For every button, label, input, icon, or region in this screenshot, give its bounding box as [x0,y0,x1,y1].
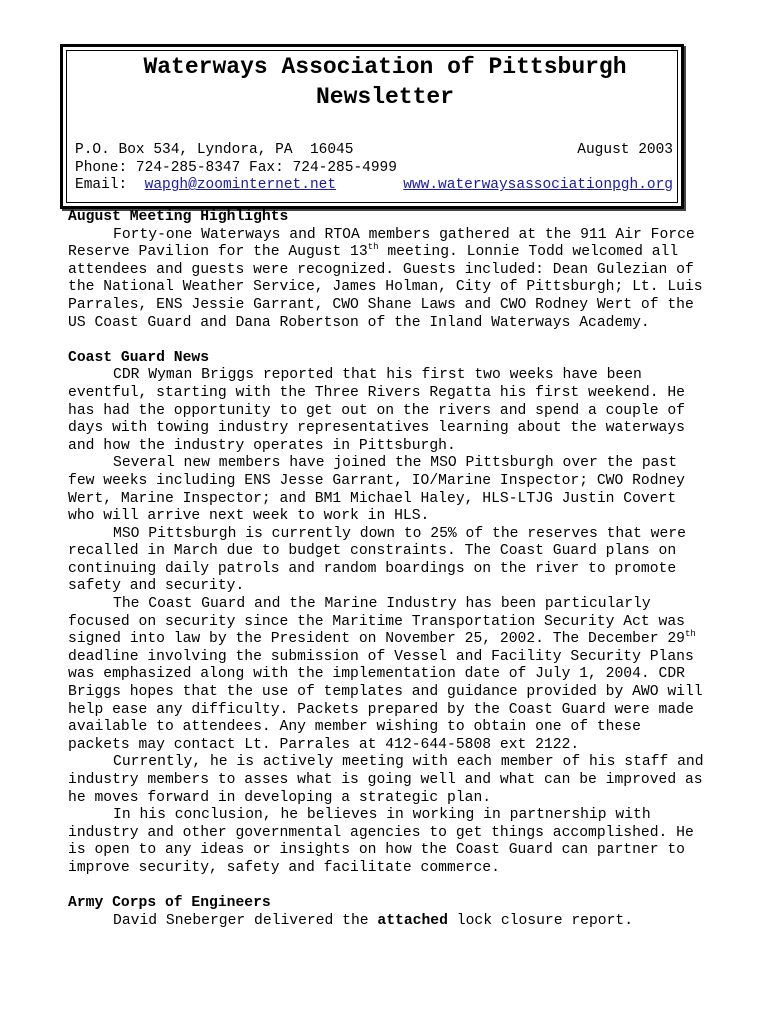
section-august-meeting [68,209,708,332]
section-coast-guard [68,350,708,878]
paragraph: David Sneberger delivered the attached lock closure report. [113,912,634,929]
paragraph: MSO Pittsburgh is currently down to 25% of the reserves that were recalled in March due to budget constraints. The Coast Guard plans on continuing daily patrols and random boardings on the river to promote safety and security. [68,525,686,595]
title-line-2: Newsletter [315,84,455,110]
paragraph: CDR Wyman Briggs reported that his first two weeks have been eventful, starting with the Three Rivers Regatta his first weekend. He has had the opportunity to get out on the rivers and spend a couple of days with towing industry representatives learning about the waterways and how the industry operates in Pittsburgh. [68,367,685,454]
email-label: Email: [75,177,128,194]
paragraph: Currently, he is actively meeting with each member of his staff and industry members to asses what is going well and what can be improved as he moves forward in developing a strategic plan. [68,754,704,806]
attached-link-text: attached [377,912,448,929]
paragraph: The Coast Guard and the Marine Industry has been particularly focused on security since the Maritime Transportation Security Act was signed into law by the President on November 25, 2002. The December 29th deadline involving the submission of Vessel and Facility Security Plans was emphasized along with the implementation date of July 1, 2004. CDR Briggs hopes that the use of templates and guidance provided by AWO will help ease any difficulty. Packets prepared by the Coast Guard were made available to attendees. Any member wishing to obtain one of these packets may contact Lt. Parrales at 412-644-5808 ext 2122. [68,596,703,753]
title-line-1: Waterways Association of Pittsburgh [143,54,627,80]
section-army-corps [68,895,708,930]
section-heading: Coast Guard News [68,349,210,366]
issue-date: August 2003 [577,142,673,158]
newsletter-body [68,209,708,948]
website-link[interactable]: www.waterwaysassociationpgh.org [403,177,673,194]
mailing-address: P.O. Box 534, Lyndora, PA 16045 [75,142,354,158]
paragraph: Several new members have joined the MSO Pittsburgh over the past few weeks including ENS Jesse Garrant, IO/Marine Inspector; CWO Rodney Wert, Marine Inspector; and BM1 Michael Haley, HLS-LTJG Justin Covert who will arrive next week to work in HLS. [68,455,685,525]
contact-block [75,142,673,195]
section-heading: Army Corps of Engineers [68,895,271,912]
email-link[interactable]: wapgh@zoominternet.net [144,177,337,194]
newsletter-title [0,52,770,112]
phone-fax: Phone: 724-285-8347 Fax: 724-285-4999 [75,159,397,176]
paragraph: In his conclusion, he believes in working in partnership with industry and other governmental agencies to get things accomplished. He is open to any ideas or insights on how the Coast Guard can partner to improve security, safety and facilitate commerce. [68,807,694,876]
section-heading: August Meeting Highlights [68,209,289,225]
paragraph: Forty-one Waterways and RTOA members gathered at the 911 Air Force Reserve Pavilion for the August 13th meeting. Lonnie Todd welcomed all attendees and guests were recognized. Guests included: Dean Gulezian of the National Weather Service, James Holman, City of Pittsburgh; Lt. Luis Parrales, ENS Jessie Garrant, CWO Shane Laws and CWO Rodney Wert of the US Coast Guard and Dana Robertson of the Inland Waterways Academy. [68,226,703,331]
